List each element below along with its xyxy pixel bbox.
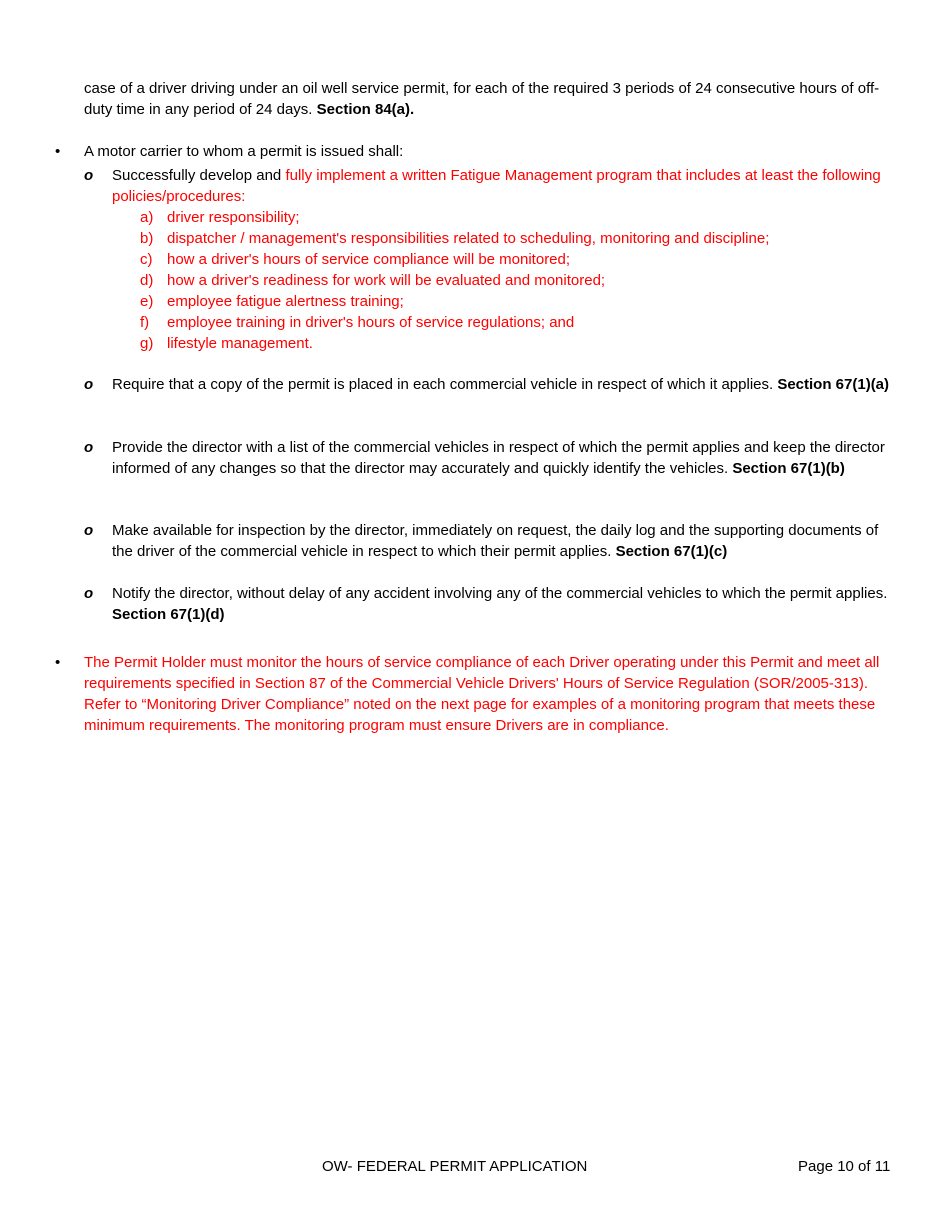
sub5-paragraph bbox=[112, 583, 897, 625]
policy-item-label: a) bbox=[140, 209, 154, 226]
sub4-text: Make available for inspection by the director, immediately on request, the daily log and the supporting documents of the driver of the commercial vehicle in respect to which their permit applies. bbox=[112, 522, 879, 560]
sub4-section-ref: Section 67(1)(c) bbox=[615, 543, 728, 560]
policy-item bbox=[140, 291, 900, 312]
policy-item-text: employee fatigue alertness training; bbox=[167, 293, 404, 310]
intro-section-ref: Section 84(a). bbox=[316, 101, 415, 118]
sub1-red-text: fully implement a written Fatigue Management program that includes at least the following policies/procedures: bbox=[112, 167, 881, 205]
policy-item-label: f) bbox=[140, 314, 150, 331]
sub4-paragraph bbox=[112, 520, 897, 562]
policy-item-label: c) bbox=[140, 251, 153, 268]
policy-item-label: b) bbox=[140, 230, 154, 247]
sub3-text: Provide the director with a list of the commercial vehicles in respect of which the permit applies and keep the director informed of any changes so that the director may accurately and quickly identify the vehicles. bbox=[112, 439, 885, 477]
sub2-section-ref: Section 67(1)(a) bbox=[777, 376, 890, 393]
policy-item bbox=[140, 228, 900, 249]
sub-marker: o bbox=[84, 439, 94, 456]
sub2-text: Require that a copy of the permit is placed in each commercial vehicle in respect of which it applies. bbox=[112, 376, 778, 393]
bullet1-text: A motor carrier to whom a permit is issued shall: bbox=[84, 143, 404, 160]
policy-item bbox=[140, 207, 900, 228]
sub-marker: o bbox=[84, 376, 94, 393]
sub1-paragraph bbox=[112, 165, 897, 207]
bullet2-text: The Permit Holder must monitor the hours of service compliance of each Driver operating under this Permit and meet all requirements specified in Section 87 of the Commercial Vehicle Drivers' Hours of Service Regulation (SOR/2005-313). Refer to “Monitoring Driver Compliance” noted on the next page for examples of a monitoring program that meets these minimum requirements. The monitoring program must ensure Drivers are in compliance. bbox=[84, 654, 880, 734]
intro-text: case of a driver driving under an oil well service permit, for each of the required 3 periods of 24 consecutive hours of off-duty time in any period of 24 days. bbox=[84, 80, 880, 118]
policy-item-text: driver responsibility; bbox=[167, 209, 300, 226]
sub1-lead: Successfully develop and bbox=[112, 167, 286, 184]
sub3-paragraph bbox=[112, 437, 897, 479]
sub5-section-ref: Section 67(1)(d) bbox=[112, 606, 225, 623]
intro-paragraph bbox=[84, 78, 899, 120]
sub3-section-ref: Section 67(1)(b) bbox=[732, 460, 845, 477]
sub-marker: o bbox=[84, 167, 94, 184]
policy-item-text: how a driver's hours of service compliance will be monitored; bbox=[167, 251, 571, 268]
sub2-paragraph bbox=[112, 374, 897, 395]
policy-item-label: d) bbox=[140, 272, 154, 289]
sub-marker: o bbox=[84, 522, 94, 539]
policy-item-label: e) bbox=[140, 293, 154, 310]
policy-item-text: employee training in driver's hours of service regulations; and bbox=[167, 314, 575, 331]
policy-item bbox=[140, 333, 900, 354]
policy-item bbox=[140, 270, 900, 291]
footer-page-number: Page 10 of 11 bbox=[798, 1158, 891, 1175]
policy-item-label: g) bbox=[140, 335, 154, 352]
policy-item bbox=[140, 312, 900, 333]
bullet-marker: • bbox=[55, 654, 61, 671]
policy-item-text: dispatcher / management's responsibilities related to scheduling, monitoring and discipline; bbox=[167, 230, 770, 247]
policy-item-text: lifestyle management. bbox=[167, 335, 313, 352]
sub-marker: o bbox=[84, 585, 94, 602]
policy-item-text: how a driver's readiness for work will be evaluated and monitored; bbox=[167, 272, 606, 289]
bullet-marker: • bbox=[55, 143, 61, 160]
policy-item bbox=[140, 249, 900, 270]
footer-title: OW- FEDERAL PERMIT APPLICATION bbox=[322, 1158, 588, 1175]
sub5-text: Notify the director, without delay of any accident involving any of the commercial vehicles to which the permit applies. bbox=[112, 585, 888, 602]
